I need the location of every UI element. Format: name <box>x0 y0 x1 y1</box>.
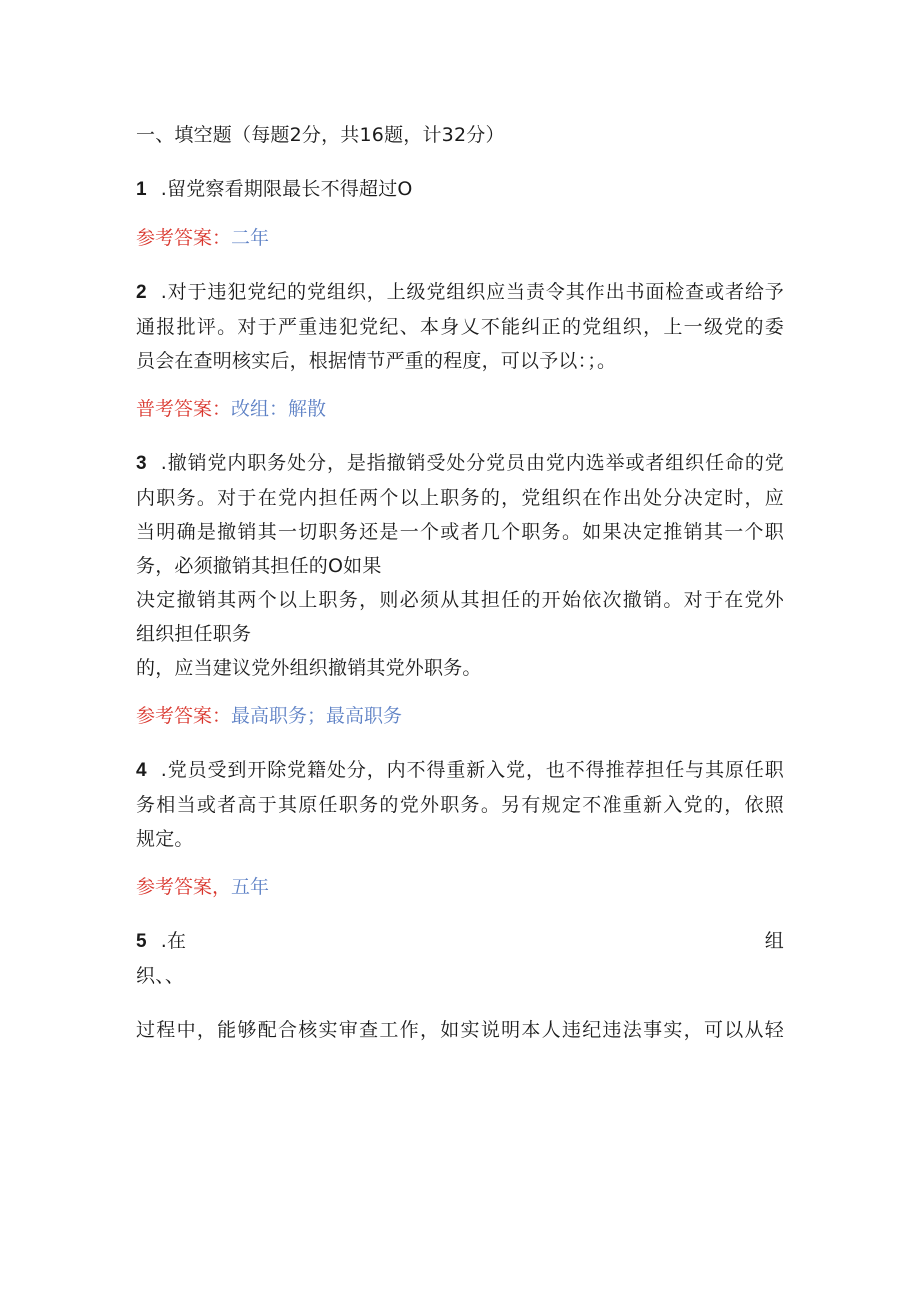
question-number: 5 <box>136 931 147 952</box>
answer-value: 二年 <box>231 227 270 249</box>
question-line: 务相当或者高于其原任职务的党外职务。另有规定不准重新入党的，依照 <box>136 794 784 816</box>
question-line: 员会在查明核实后，根据情节严重的程度，可以予以：；。 <box>136 350 617 372</box>
question-3 <box>136 446 784 685</box>
question-line: 内职务。对于在党内担任两个以上职务的，党组织在作出处分决定时，应 <box>136 487 784 509</box>
answer-label: 参考答案， <box>136 876 232 898</box>
question-line: 组织担任职务 <box>136 623 252 645</box>
question-1 <box>136 172 784 207</box>
question-number: 2 <box>136 282 147 303</box>
question-line <box>136 172 784 207</box>
question-line <box>136 275 784 310</box>
question-number: 1 <box>136 179 147 200</box>
question-line: 织、、 <box>136 965 185 987</box>
question-line: 当明确是撤销其一切职务还是一个或者几个职务。如果决定推销其一个职 <box>136 521 784 543</box>
answer-value: 最高职务；最高职务 <box>231 705 403 727</box>
answer-value: 五年 <box>231 876 270 898</box>
question-text: .对于违犯党纪的党组织，上级党组织应当责令其作出书面检查或者给予 <box>160 281 784 303</box>
question-line: 务，必须撤销其担任的O如果 <box>136 555 382 577</box>
question-line: 的，应当建议党外组织撤销其党外职务。 <box>136 657 482 679</box>
question-text: .撤销党内职务处分，是指撤销受处分党员由党内选举或者组织任命的党 <box>160 452 784 474</box>
question-text: .在 <box>160 930 187 952</box>
question-number: 4 <box>136 760 147 781</box>
question-line <box>136 924 784 959</box>
answer-1 <box>136 221 784 255</box>
answer-4 <box>136 870 784 904</box>
section-title: 一、填空题（每题2分，共16题，计32分） <box>136 124 505 146</box>
question-2 <box>136 275 784 378</box>
answer-value: 改组：解散 <box>231 398 327 420</box>
question-5 <box>136 924 784 1047</box>
question-text: .留党察看期限最长不得超过O <box>160 178 413 200</box>
document-page <box>136 118 784 1061</box>
question-line: 决定撤销其两个以上职务，则必须从其担任的开始依次撤销。对于在党外 <box>136 589 784 611</box>
answer-label: 参考答案： <box>136 705 232 727</box>
question-text-right: 组 <box>764 930 784 952</box>
question-text: .党员受到开除党籍处分，内不得重新入党，也不得推荐担任与其原任职 <box>160 759 784 781</box>
question-4 <box>136 753 784 856</box>
answer-2 <box>136 392 784 426</box>
answer-3 <box>136 699 784 733</box>
answer-label: 普考答案： <box>136 398 232 420</box>
question-line <box>136 753 784 788</box>
question-line: 过程中，能够配合核实审查工作，如实说明本人违纪违法事实，可以从轻 <box>136 1019 784 1041</box>
answer-label: 参考答案： <box>136 227 232 249</box>
question-line: 通报批评。对于严重违犯党纪、本身乂不能纠正的党组织，上一级党的委 <box>136 316 784 338</box>
question-line <box>136 446 784 481</box>
question-line: 规定。 <box>136 828 194 850</box>
question-lead <box>136 924 186 959</box>
question-number: 3 <box>136 453 147 474</box>
